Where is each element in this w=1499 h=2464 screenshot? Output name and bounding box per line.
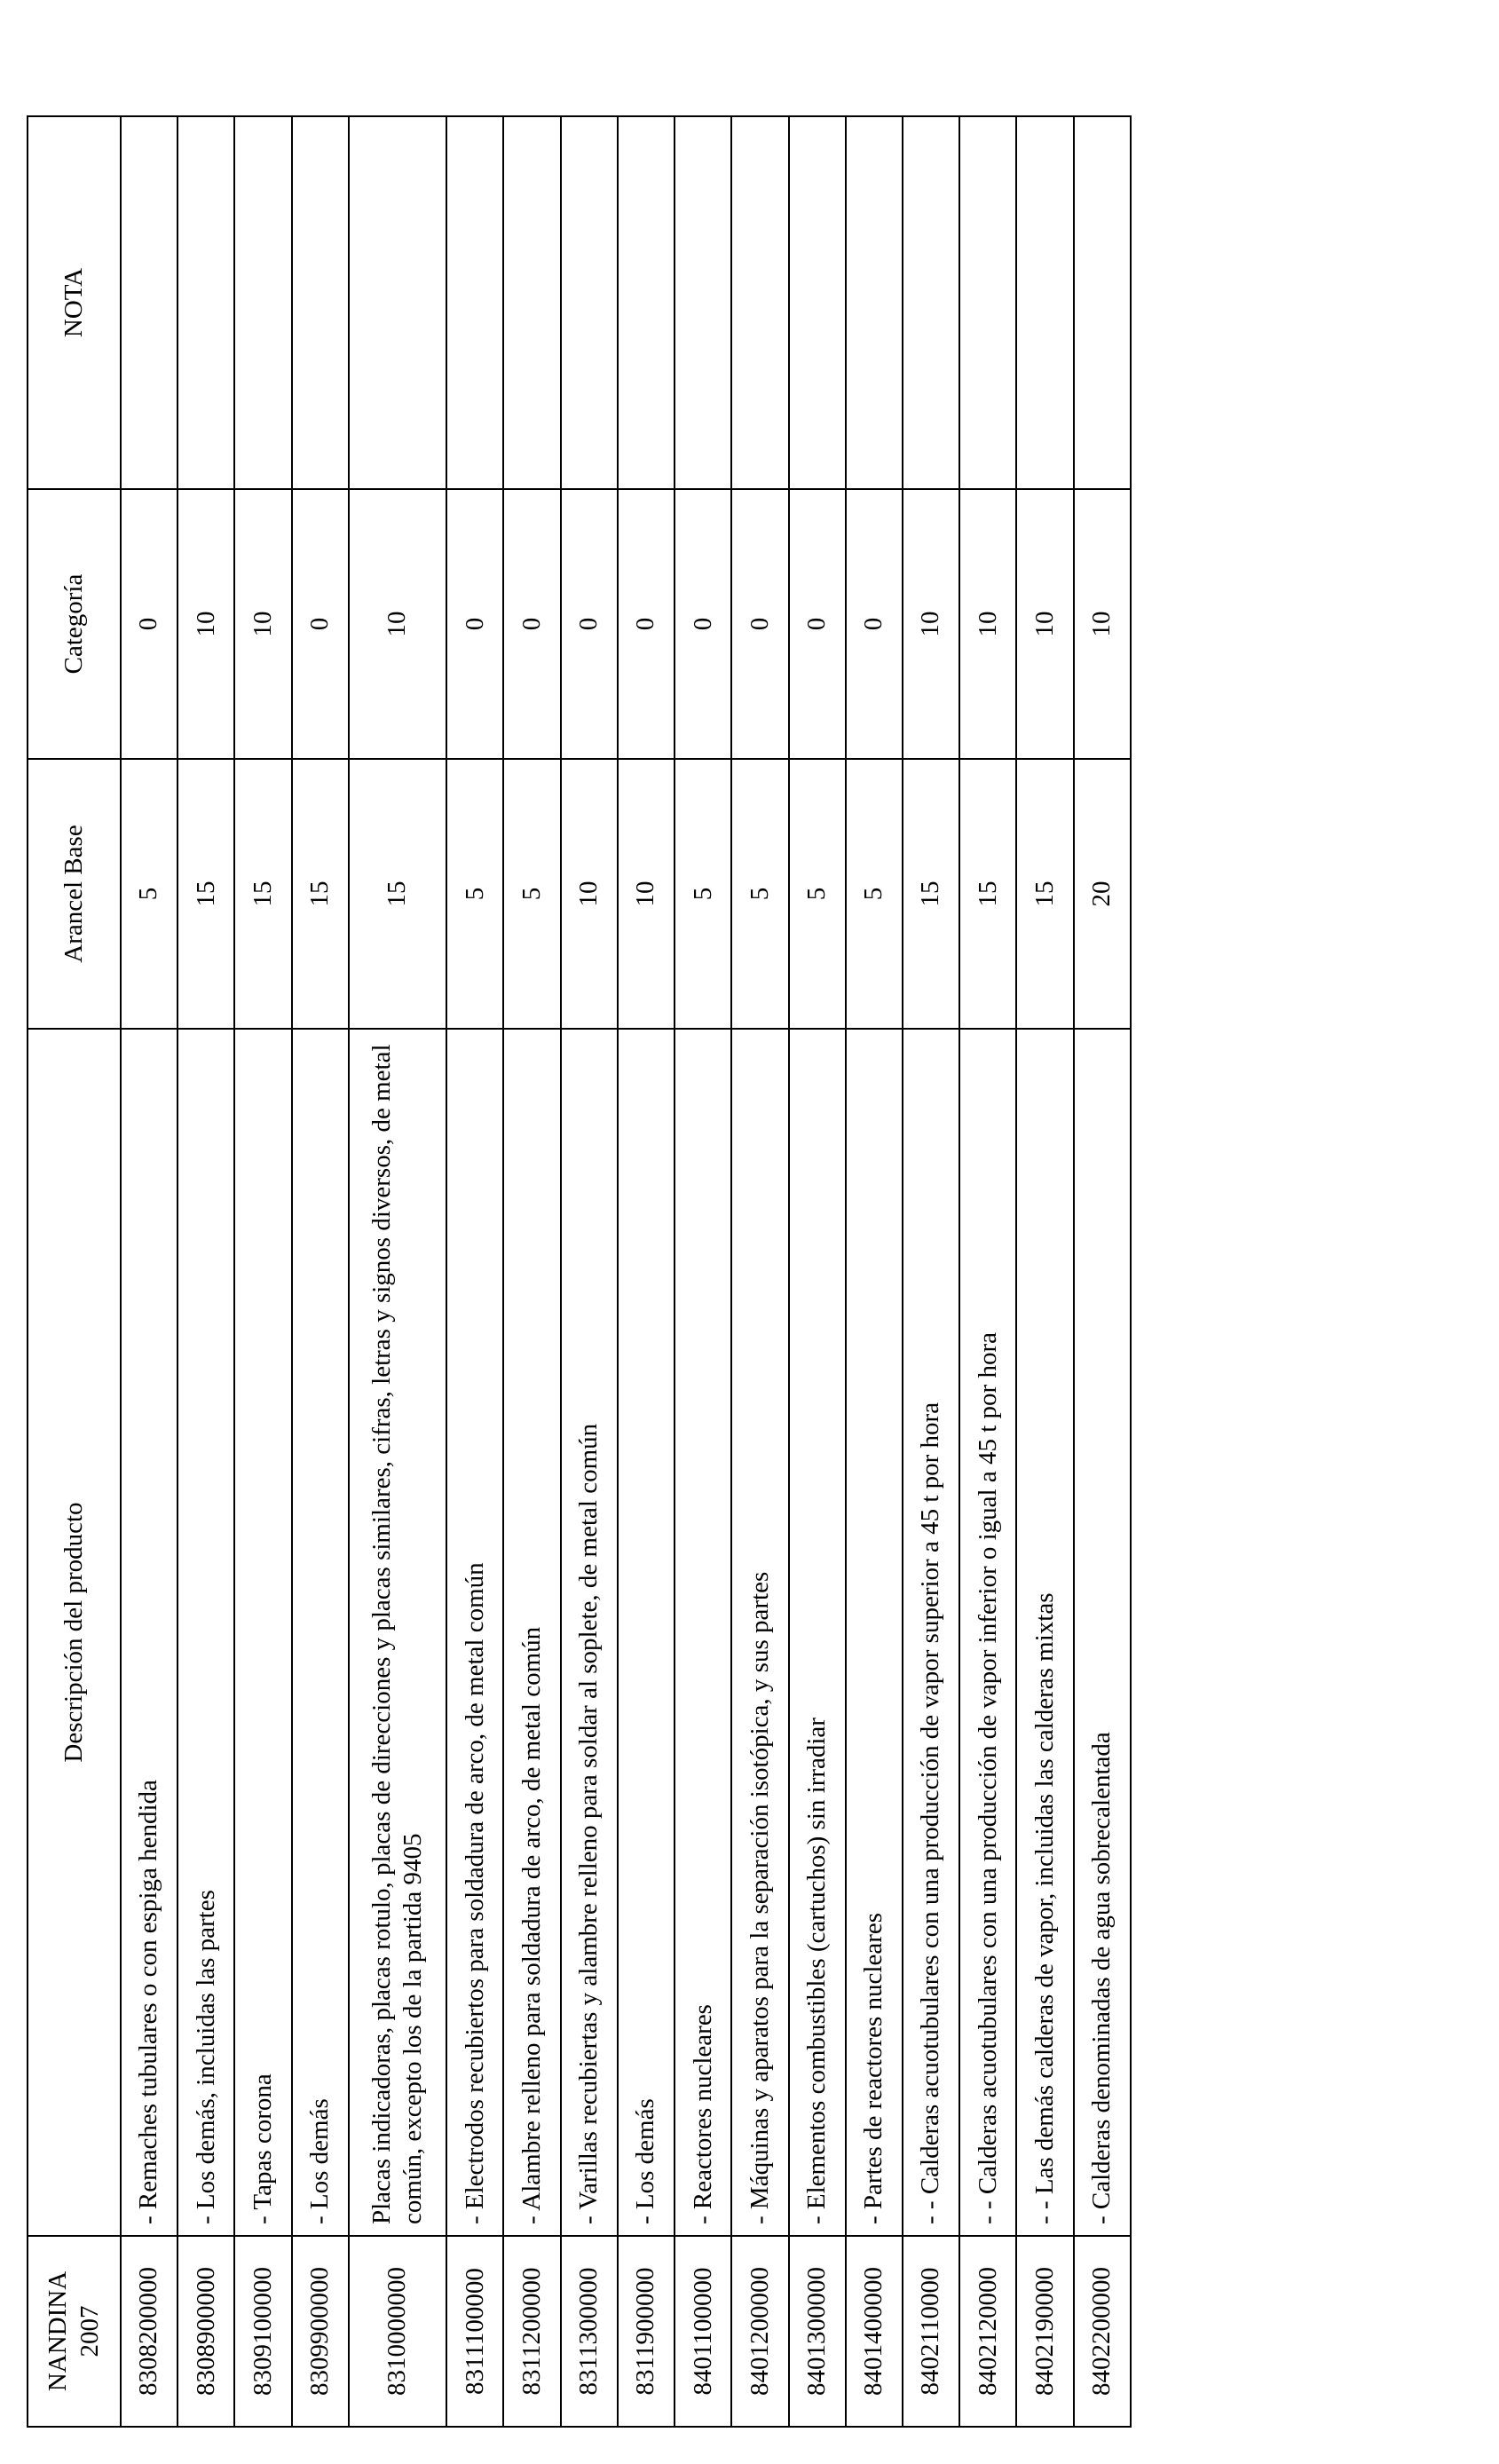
cell-arancel: 15 xyxy=(178,759,234,1029)
cell-nota xyxy=(731,116,788,489)
table-row xyxy=(503,116,560,2427)
cell-code: 8402190000 xyxy=(1016,2236,1073,2427)
cell-nota xyxy=(178,116,234,489)
cell-nota xyxy=(1016,116,1073,489)
header-nota: NOTA xyxy=(28,116,121,489)
cell-arancel: 15 xyxy=(1016,759,1073,1029)
cell-description: - - Las demás calderas de vapor, incluidas las calderas mixtas xyxy=(1016,1029,1073,2236)
cell-categoria: 0 xyxy=(503,489,560,759)
cell-nota xyxy=(234,116,291,489)
cell-code: 8309100000 xyxy=(234,2236,291,2427)
table-row xyxy=(731,116,788,2427)
cell-nota xyxy=(503,116,560,489)
table-row xyxy=(1074,116,1131,2427)
rotated-table-container xyxy=(27,117,1132,2428)
cell-description: - Remaches tubulares o con espiga hendida xyxy=(121,1029,178,2236)
table-row xyxy=(178,116,234,2427)
table-row xyxy=(292,116,349,2427)
cell-nota xyxy=(959,116,1016,489)
cell-code: 8402120000 xyxy=(959,2236,1016,2427)
cell-code: 8311100000 xyxy=(446,2236,503,2427)
cell-arancel: 15 xyxy=(292,759,349,1029)
table-row xyxy=(234,116,291,2427)
cell-description: - Tapas corona xyxy=(234,1029,291,2236)
cell-description: - Varillas recubiertas y alambre relleno para soldar al soplete, de metal común xyxy=(561,1029,618,2236)
cell-nota xyxy=(675,116,731,489)
cell-code: 8401200000 xyxy=(731,2236,788,2427)
table-row xyxy=(846,116,903,2427)
cell-code: 8401100000 xyxy=(675,2236,731,2427)
cell-categoria: 10 xyxy=(178,489,234,759)
cell-categoria: 10 xyxy=(959,489,1016,759)
cell-categoria: 10 xyxy=(234,489,291,759)
cell-arancel: 15 xyxy=(234,759,291,1029)
cell-nota xyxy=(789,116,846,489)
cell-arancel: 15 xyxy=(903,759,959,1029)
cell-description: - Alambre relleno para soldadura de arco, de metal común xyxy=(503,1029,560,2236)
table-row xyxy=(1016,116,1073,2427)
cell-nota xyxy=(292,116,349,489)
cell-description: - Los demás, incluidas las partes xyxy=(178,1029,234,2236)
cell-description: - Máquinas y aparatos para la separación isotópica, y sus partes xyxy=(731,1029,788,2236)
cell-nota xyxy=(1074,116,1131,489)
table-row xyxy=(903,116,959,2427)
table-header-row xyxy=(28,116,121,2427)
cell-arancel: 10 xyxy=(561,759,618,1029)
cell-nota xyxy=(846,116,903,489)
cell-categoria: 0 xyxy=(846,489,903,759)
cell-code: 8401400000 xyxy=(846,2236,903,2427)
cell-description: - - Calderas acuotubulares con una producción de vapor superior a 45 t por hora xyxy=(903,1029,959,2236)
table-row xyxy=(789,116,846,2427)
cell-arancel: 15 xyxy=(349,759,446,1029)
cell-arancel: 5 xyxy=(731,759,788,1029)
cell-code: 8311200000 xyxy=(503,2236,560,2427)
cell-code: 8401300000 xyxy=(789,2236,846,2427)
cell-categoria: 0 xyxy=(561,489,618,759)
cell-description: - Partes de reactores nucleares xyxy=(846,1029,903,2236)
cell-categoria: 0 xyxy=(675,489,731,759)
cell-nota xyxy=(446,116,503,489)
cell-code: 8308900000 xyxy=(178,2236,234,2427)
cell-arancel: 15 xyxy=(959,759,1016,1029)
tariff-table xyxy=(27,115,1132,2428)
cell-description: - Los demás xyxy=(292,1029,349,2236)
table-row xyxy=(349,116,446,2427)
cell-description: - Calderas denominadas de agua sobrecalentada xyxy=(1074,1029,1131,2236)
cell-description: Placas indicadoras, placas rotulo, placas de direcciones y placas similares, cifras, letras y signos diversos, de metal común, excepto los de la partida 9405 xyxy=(349,1029,446,2236)
table-row xyxy=(446,116,503,2427)
cell-arancel: 5 xyxy=(846,759,903,1029)
cell-arancel: 5 xyxy=(446,759,503,1029)
header-descripcion: Descripción del producto xyxy=(28,1029,121,2236)
cell-arancel: 5 xyxy=(503,759,560,1029)
cell-code: 8402110000 xyxy=(903,2236,959,2427)
cell-description: - Los demás xyxy=(618,1029,675,2236)
cell-categoria: 0 xyxy=(731,489,788,759)
cell-categoria: 0 xyxy=(618,489,675,759)
table-row xyxy=(959,116,1016,2427)
cell-categoria: 0 xyxy=(789,489,846,759)
header-categoria: Categoría xyxy=(28,489,121,759)
header-nandina: NANDINA 2007 xyxy=(28,2236,121,2427)
cell-categoria: 10 xyxy=(349,489,446,759)
cell-arancel: 20 xyxy=(1074,759,1131,1029)
cell-categoria: 0 xyxy=(292,489,349,759)
cell-code: 8311300000 xyxy=(561,2236,618,2427)
table-row xyxy=(618,116,675,2427)
cell-categoria: 0 xyxy=(121,489,178,759)
cell-arancel: 5 xyxy=(675,759,731,1029)
cell-description: - Reactores nucleares xyxy=(675,1029,731,2236)
header-arancel: Arancel Base xyxy=(28,759,121,1029)
cell-description: - Electrodos recubiertos para soldadura de arco, de metal común xyxy=(446,1029,503,2236)
cell-code: 8310000000 xyxy=(349,2236,446,2427)
cell-code: 8311900000 xyxy=(618,2236,675,2427)
cell-categoria: 10 xyxy=(903,489,959,759)
cell-arancel: 5 xyxy=(121,759,178,1029)
cell-nota xyxy=(618,116,675,489)
cell-arancel: 5 xyxy=(789,759,846,1029)
table-row xyxy=(121,116,178,2427)
cell-nota xyxy=(561,116,618,489)
cell-categoria: 10 xyxy=(1074,489,1131,759)
cell-code: 8308200000 xyxy=(121,2236,178,2427)
cell-nota xyxy=(121,116,178,489)
cell-code: 8402200000 xyxy=(1074,2236,1131,2427)
table-row xyxy=(675,116,731,2427)
table-row xyxy=(561,116,618,2427)
cell-description: - Elementos combustibles (cartuchos) sin irradiar xyxy=(789,1029,846,2236)
cell-nota xyxy=(903,116,959,489)
cell-arancel: 10 xyxy=(618,759,675,1029)
cell-code: 8309900000 xyxy=(292,2236,349,2427)
cell-nota xyxy=(349,116,446,489)
cell-categoria: 10 xyxy=(1016,489,1073,759)
cell-categoria: 0 xyxy=(446,489,503,759)
cell-description: - - Calderas acuotubulares con una producción de vapor inferior o igual a 45 t por hora xyxy=(959,1029,1016,2236)
